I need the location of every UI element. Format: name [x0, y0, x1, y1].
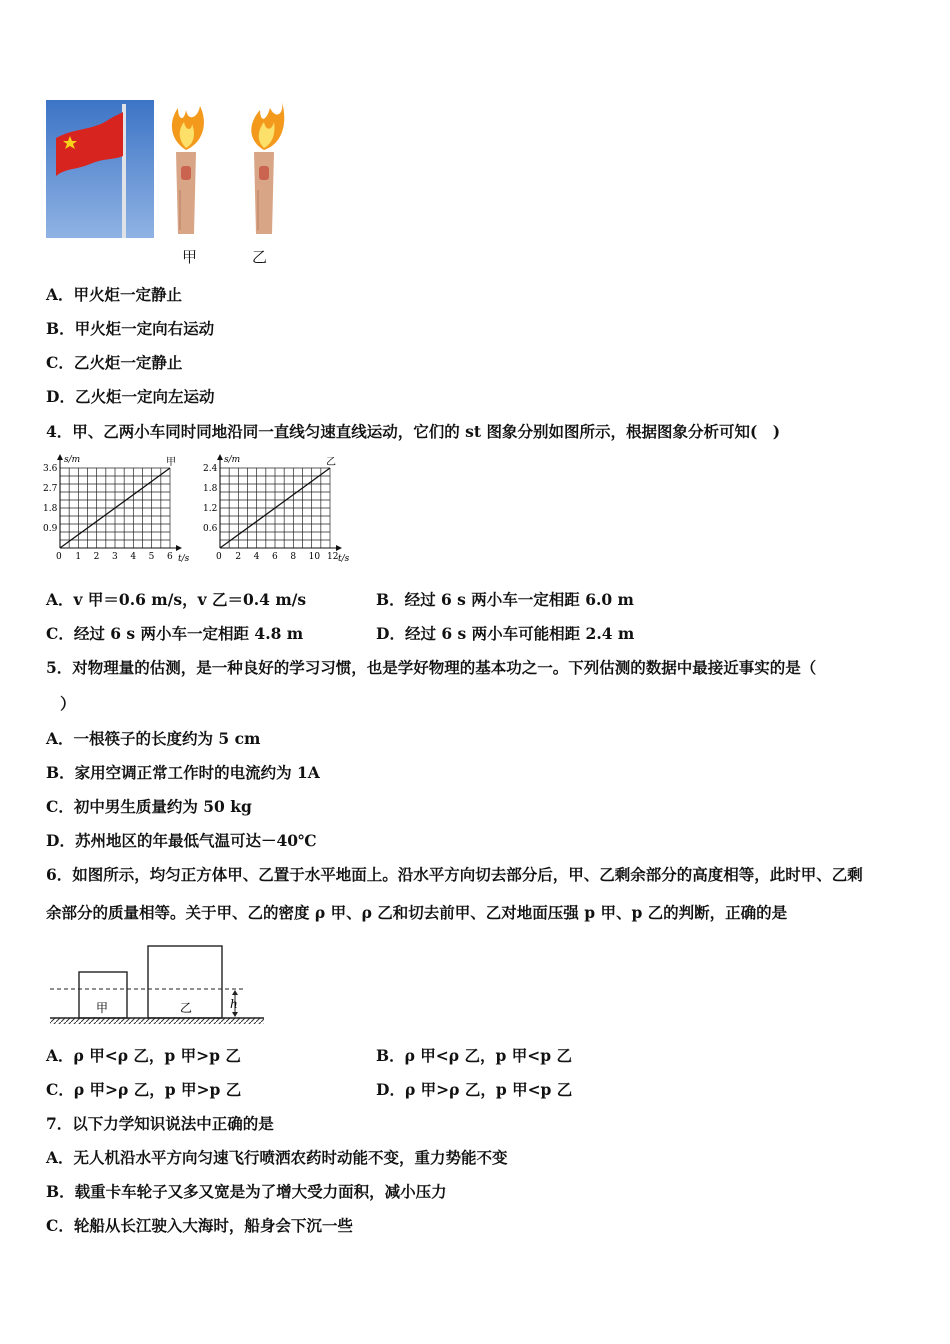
- torch-jia-icon: [164, 100, 208, 240]
- x-tick-label: 4: [253, 552, 260, 562]
- q6-option-c: C．ρ 甲>ρ 乙，p 甲>p 乙: [46, 1080, 242, 1099]
- q3-option-c: C．乙火炬一定静止: [46, 353, 183, 372]
- q6-stem-line2: 余部分的质量相等。关于甲、乙的密度 ρ 甲、ρ 乙和切去前甲、乙对地面压强 p 甲、p 乙的判断，正确的是: [46, 903, 788, 922]
- q6-option-a: A．ρ 甲<ρ 乙，p 甲>p 乙: [46, 1046, 241, 1065]
- y-tick-label: 1.8: [203, 484, 218, 494]
- y-tick-label: 2.4: [203, 464, 218, 474]
- q5-option-b: B．家用空调正常工作时的电流约为 1A: [46, 763, 320, 782]
- q7-option-a: A．无人机沿水平方向匀速飞行喷洒农药时动能不变，重力势能不变: [46, 1148, 508, 1167]
- q3-option-b: B．甲火炬一定向右运动: [46, 319, 215, 338]
- x-tick-label: 4: [130, 552, 137, 562]
- q6-option-d: D．ρ 甲>ρ 乙，p 甲<p 乙: [376, 1080, 573, 1099]
- q5-option-a: A．一根筷子的长度约为 5 cm: [46, 729, 261, 748]
- y-tick-label: 0.9: [43, 524, 58, 534]
- x-tick-label: 0: [56, 552, 62, 562]
- q4-stem: 4．甲、乙两小车同时同地沿同一直线匀速直线运动，它们的 st 图象分别如图所示，根据图象分析可知( ): [46, 422, 781, 441]
- y-axis-arrow: [217, 454, 223, 460]
- q5-option-d: D．苏州地区的年最低气温可达－40℃: [46, 831, 317, 850]
- q6-option-b: B．ρ 甲<ρ 乙，p 甲<p 乙: [376, 1046, 572, 1065]
- q7-option-b: B．载重卡车轮子又多又宽是为了增大受力面积，减小压力: [46, 1182, 447, 1201]
- cube-jia-label: 甲: [96, 1001, 109, 1015]
- q7-option-c: C．轮船从长江驶入大海时，船身会下沉一些: [46, 1216, 353, 1235]
- q5-option-c: C．初中男生质量约为 50 kg: [46, 797, 252, 816]
- flag-torch-figure: [46, 100, 286, 270]
- series-label: 乙: [326, 457, 336, 468]
- q4-option-c: C．经过 6 s 两小车一定相距 4.8 m: [46, 624, 304, 643]
- x-axis-arrow: [336, 545, 342, 551]
- q4-option-a: A．v 甲＝0.6 m/s，v 乙＝0.4 m/s: [46, 590, 307, 609]
- q6-stem-line1: 6．如图所示，均匀正方体甲、乙置于水平地面上。沿水平方向切去部分后，甲、乙剩余部分的高度相等，此时甲、乙剩: [46, 865, 863, 884]
- q3-option-d: D．乙火炬一定向左运动: [46, 387, 215, 406]
- x-tick-label: 8: [290, 552, 297, 562]
- height-label: h: [230, 997, 238, 1011]
- y-tick-label: 1.2: [203, 504, 218, 514]
- x-tick-label: 10: [308, 552, 321, 562]
- x-tick-label: 2: [93, 552, 100, 562]
- y-tick-label: 2.7: [43, 484, 58, 494]
- flag-photo: [46, 100, 154, 238]
- x-axis-label: t/s: [338, 554, 350, 562]
- st-chart-yi: [200, 452, 360, 562]
- x-tick-label: 3: [112, 552, 118, 562]
- x-tick-label: 1: [75, 552, 82, 562]
- x-tick-label: 2: [235, 552, 242, 562]
- series-label: 甲: [166, 457, 176, 468]
- y-tick-label: 1.8: [43, 504, 58, 514]
- x-tick-label: 0: [216, 552, 222, 562]
- q7-stem: 7．以下力学知识说法中正确的是: [46, 1114, 274, 1133]
- x-axis-label: t/s: [178, 554, 190, 562]
- x-tick-label: 12: [327, 552, 339, 562]
- torch-yi-icon: [242, 100, 286, 240]
- cubes-figure: [46, 942, 272, 1028]
- st-chart-jia: [40, 452, 200, 562]
- y-tick-label: 3.6: [43, 464, 58, 474]
- q5-stem: 5．对物理量的估测，是一种良好的学习习惯，也是学好物理的基本功之一。下列估测的数据中最接近事实的是（: [46, 658, 817, 677]
- q5-stem-end: ）: [60, 694, 76, 713]
- q3-option-a: A．甲火炬一定静止: [46, 285, 183, 304]
- y-tick-label: 0.6: [203, 524, 218, 534]
- y-axis-label: s/m: [224, 455, 241, 465]
- x-axis-arrow: [176, 545, 182, 551]
- label-jia: 甲: [182, 248, 198, 266]
- y-axis-arrow: [57, 454, 63, 460]
- y-axis-label: s/m: [64, 455, 81, 465]
- x-tick-label: 6: [167, 552, 173, 562]
- q4-option-b: B．经过 6 s 两小车一定相距 6.0 m: [376, 590, 634, 609]
- x-tick-label: 6: [272, 552, 278, 562]
- cube-yi-label: 乙: [180, 1001, 193, 1015]
- label-yi: 乙: [252, 248, 268, 266]
- q4-option-d: D．经过 6 s 两小车可能相距 2.4 m: [376, 624, 635, 643]
- x-tick-label: 5: [148, 552, 155, 562]
